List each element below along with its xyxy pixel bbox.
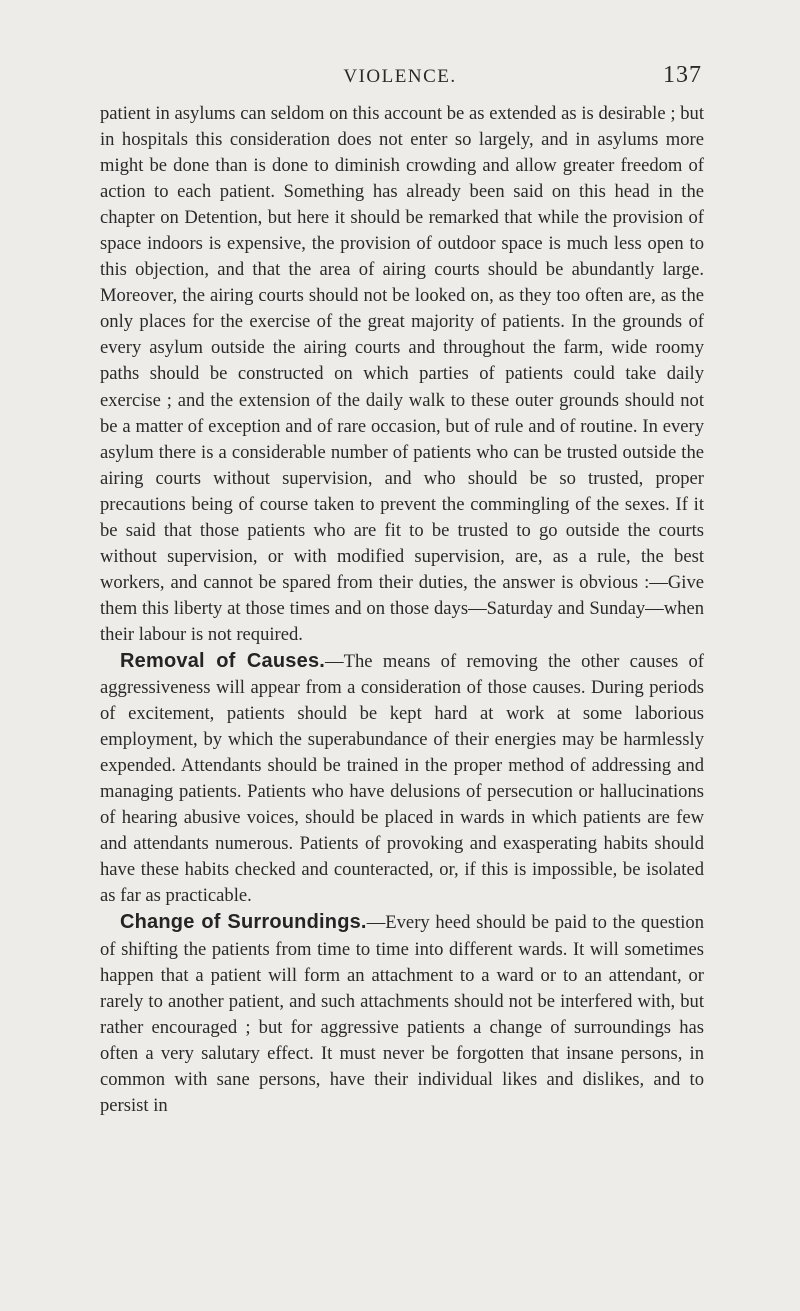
section-text-removal-of-causes: —The means of removing the other causes of aggressiveness will appear from a consideration of those causes. During periods of excitement, patients should be kept hard at work at some laborious employment, by which the superabundance of their energies may be harmlessly expended. Attendants should be trained in the proper method of addressing and managing patients. Patients who have delusions of persecution or hallucinations of hearing abusive voices, should be placed in wards in which patients are few and attendants numerous. Patients of provoking and exasperating habits should have these habits checked and counteracted, or, if this is impossible, be isolated as far as practicable. xyxy=(100,650,704,907)
running-title: VIOLENCE. xyxy=(343,66,457,87)
paragraph-change-of-surroundings xyxy=(100,909,704,1118)
section-heading-removal-of-causes: Removal of Causes. xyxy=(120,649,326,672)
section-text-change-of-surroundings: —Every heed should be paid to the question of shifting the patients from time to time into different wards. It will sometimes happen that a patient will form an attachment to a ward or to an attendant, or rarely to another patient, and such attachments should not be interfered with, but rather encouraged ; but for aggressive patients a change of surroundings has often a very salutary effect. It must never be forgotten that insane persons, in common with sane persons, have their individual likes and dislikes, and to persist in xyxy=(100,912,704,1116)
section-heading-change-of-surroundings: Change of Surroundings. xyxy=(120,911,367,934)
paragraph-removal-of-causes xyxy=(100,648,704,909)
running-head xyxy=(0,62,800,94)
page-number: 137 xyxy=(663,62,702,88)
body-text xyxy=(100,101,704,1119)
paragraph-continued: patient in asylums can seldom on this account be as extended as is desirable ; but in hospitals this consideration does not enter so largely, and in asylums more might be done than is done to diminish crowding and allow greater freedom of action to each patient. Something has already been said on this head in the chapter on Detention, but here it should be remarked that while the provision of space indoors is expensive, the provision of outdoor space is much less open to this objection, and that the area of airing courts should be abundantly large. Moreover, the airing courts should not be looked on, as they too often are, as the only places for the exercise of the great majority of patients. In the grounds of every asylum outside the airing courts and throughout the farm, wide roomy paths should be constructed on which parties of patients could take daily exercise ; and the extension of the daily walk to these outer grounds should not be a matter of exception and of rare occasion, but of rule and of routine. In every asylum there is a considerable number of patients who can be trusted outside the airing courts without supervision, and who should be so trusted, proper precautions being of course taken to prevent the commingling of the sexes. If it be said that those patients who are fit to be trusted to go outside the courts without supervision, or with modified supervision, are, as a rule, the best workers, and cannot be spared from their duties, the answer is obvious :—Give them this liberty at those times and on those days—Saturday and Sunday—when their labour is not required. xyxy=(100,103,704,645)
